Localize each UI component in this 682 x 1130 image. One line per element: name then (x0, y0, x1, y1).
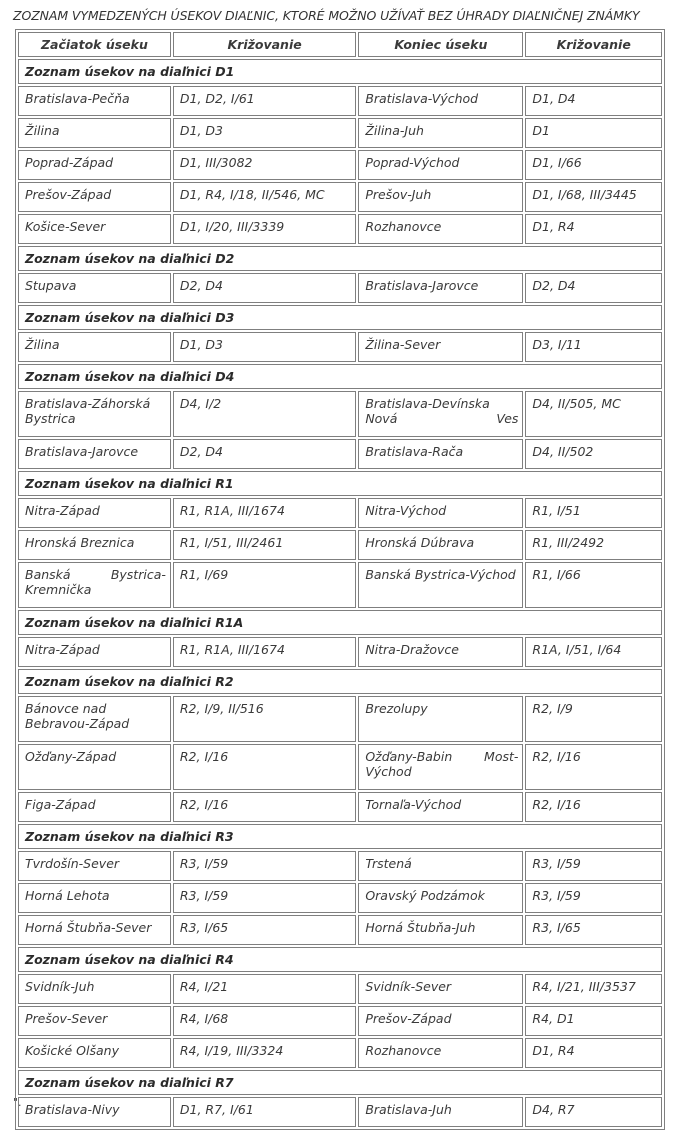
end-crossing-cell: D4, R7 (525, 1097, 662, 1127)
start-crossing-cell: R3, I/59 (173, 851, 356, 881)
table-row (18, 498, 662, 528)
table-row (18, 439, 662, 469)
end-section-cell: Banská Bystrica-Východ (358, 562, 523, 608)
start-section-cell: Košice-Sever (18, 214, 171, 244)
table-body (18, 59, 662, 1127)
end-section-cell: Brezolupy (358, 696, 523, 742)
start-section-cell: Nitra-Západ (18, 637, 171, 667)
end-section-cell: Bratislava-Východ (358, 86, 523, 116)
end-section-cell: Žilina-Juh (358, 118, 523, 148)
section-title: Zoznam úsekov na diaľnici R1 (18, 471, 662, 496)
table-row (18, 86, 662, 116)
table-row (18, 562, 662, 608)
end-crossing-cell: D1, D4 (525, 86, 662, 116)
section-header-row (18, 1070, 662, 1095)
end-section-cell: Žilina-Sever (358, 332, 523, 362)
end-crossing-cell: R2, I/16 (525, 744, 662, 790)
start-section-cell: Figa-Západ (18, 792, 171, 822)
end-crossing-cell: R4, D1 (525, 1006, 662, 1036)
table-row (18, 214, 662, 244)
table-row (18, 182, 662, 212)
start-crossing-cell: D1, R4, I/18, II/546, MC (173, 182, 356, 212)
end-section-cell: Prešov-Juh (358, 182, 523, 212)
start-section-cell: Stupava (18, 273, 171, 303)
start-section-cell: Horná Lehota (18, 883, 171, 913)
end-crossing-cell: D3, I/11 (525, 332, 662, 362)
start-crossing-cell: D1, I/20, III/3339 (173, 214, 356, 244)
end-section-cell: Rozhanovce (358, 214, 523, 244)
section-header-row (18, 610, 662, 635)
start-section-cell: Bratislava-Záhorská Bystrica (18, 391, 171, 437)
end-section-cell: Rozhanovce (358, 1038, 523, 1068)
end-crossing-cell: R2, I/16 (525, 792, 662, 822)
start-crossing-cell: R1, I/51, III/2461 (173, 530, 356, 560)
start-crossing-cell: D1, R7, I/61 (173, 1097, 356, 1127)
table-row (18, 883, 662, 913)
section-header-row (18, 246, 662, 271)
section-title: Zoznam úsekov na diaľnici R7 (18, 1070, 662, 1095)
table-row (18, 273, 662, 303)
start-section-cell: Košické Olšany (18, 1038, 171, 1068)
end-section-cell: Prešov-Západ (358, 1006, 523, 1036)
section-header-row (18, 824, 662, 849)
start-crossing-cell: D1, III/3082 (173, 150, 356, 180)
end-crossing-cell: D1, R4 (525, 1038, 662, 1068)
table-row (18, 637, 662, 667)
table-row (18, 1097, 662, 1127)
end-section-cell: Poprad-Východ (358, 150, 523, 180)
start-section-cell: Ožďany-Západ (18, 744, 171, 790)
section-header-row (18, 669, 662, 694)
start-crossing-cell: D1, D2, I/61 (173, 86, 356, 116)
end-crossing-cell: D2, D4 (525, 273, 662, 303)
table-row (18, 332, 662, 362)
start-section-cell: Prešov-Západ (18, 182, 171, 212)
end-section-cell: Nitra-Dražovce (358, 637, 523, 667)
section-header-row (18, 364, 662, 389)
section-title: Zoznam úsekov na diaľnici R2 (18, 669, 662, 694)
start-section-cell: Banská Bystrica-Kremnička (18, 562, 171, 608)
table-row (18, 1038, 662, 1068)
start-crossing-cell: R4, I/21 (173, 974, 356, 1004)
start-section-cell: Prešov-Sever (18, 1006, 171, 1036)
table-row (18, 915, 662, 945)
end-section-cell: Svidník-Sever (358, 974, 523, 1004)
end-section-cell: Bratislava-Juh (358, 1097, 523, 1127)
header-start-crossing: Križovanie (173, 32, 356, 57)
section-title: Zoznam úsekov na diaľnici D2 (18, 246, 662, 271)
start-crossing-cell: R2, I/16 (173, 744, 356, 790)
end-crossing-cell: D1 (525, 118, 662, 148)
end-section-cell: Hronská Dúbrava (358, 530, 523, 560)
end-crossing-cell: R3, I/59 (525, 851, 662, 881)
header-start-section: Začiatok úseku (18, 32, 171, 57)
end-section-cell: Bratislava-Rača (358, 439, 523, 469)
section-title: Zoznam úsekov na diaľnici D3 (18, 305, 662, 330)
start-crossing-cell: D1, D3 (173, 118, 356, 148)
section-header-row (18, 947, 662, 972)
end-crossing-cell: R4, I/21, III/3537 (525, 974, 662, 1004)
end-section-cell: Trstená (358, 851, 523, 881)
end-crossing-cell: R1, I/51 (525, 498, 662, 528)
start-section-cell: Horná Štubňa-Sever (18, 915, 171, 945)
header-end-crossing: Križovanie (525, 32, 662, 57)
end-crossing-cell: D1, R4 (525, 214, 662, 244)
start-crossing-cell: R1, I/69 (173, 562, 356, 608)
start-crossing-cell: D4, I/2 (173, 391, 356, 437)
start-crossing-cell: R3, I/65 (173, 915, 356, 945)
end-crossing-cell: R2, I/9 (525, 696, 662, 742)
table-row (18, 118, 662, 148)
start-section-cell: Svidník-Juh (18, 974, 171, 1004)
table-row (18, 974, 662, 1004)
start-section-cell: Hronská Breznica (18, 530, 171, 560)
start-section-cell: Bratislava-Pečňa (18, 86, 171, 116)
end-section-cell: Oravský Podzámok (358, 883, 523, 913)
table-header-row (18, 32, 662, 57)
start-crossing-cell: D1, D3 (173, 332, 356, 362)
end-section-cell: Tornaľa-Východ (358, 792, 523, 822)
table-row (18, 696, 662, 742)
end-section-cell: Nitra-Východ (358, 498, 523, 528)
section-title: Zoznam úsekov na diaľnici D1 (18, 59, 662, 84)
header-end-section: Koniec úseku (358, 32, 523, 57)
section-title: Zoznam úsekov na diaľnici R3 (18, 824, 662, 849)
start-crossing-cell: R1, R1A, III/1674 (173, 637, 356, 667)
end-section-cell: Ožďany-Babin Most-Východ (358, 744, 523, 790)
end-section-cell: Horná Štubňa-Juh (358, 915, 523, 945)
end-crossing-cell: D4, II/502 (525, 439, 662, 469)
start-crossing-cell: R1, R1A, III/1674 (173, 498, 356, 528)
table-row (18, 391, 662, 437)
section-title: Zoznam úsekov na diaľnici R1A (18, 610, 662, 635)
end-crossing-cell: R1A, I/51, I/64 (525, 637, 662, 667)
start-section-cell: Bratislava-Jarovce (18, 439, 171, 469)
end-section-cell: Bratislava-Jarovce (358, 273, 523, 303)
start-section-cell: Žilina (18, 118, 171, 148)
end-crossing-cell: R1, III/2492 (525, 530, 662, 560)
end-crossing-cell: R3, I/65 (525, 915, 662, 945)
section-header-row (18, 59, 662, 84)
table-row (18, 792, 662, 822)
section-header-row (18, 471, 662, 496)
section-header-row (18, 305, 662, 330)
start-section-cell: Poprad-Západ (18, 150, 171, 180)
table-row (18, 851, 662, 881)
end-crossing-cell: D4, II/505, MC (525, 391, 662, 437)
start-crossing-cell: R2, I/16 (173, 792, 356, 822)
start-section-cell: Žilina (18, 332, 171, 362)
start-crossing-cell: R4, I/68 (173, 1006, 356, 1036)
start-crossing-cell: D2, D4 (173, 273, 356, 303)
start-section-cell: Tvrdošín-Sever (18, 851, 171, 881)
start-section-cell: Bratislava-Nivy (18, 1097, 171, 1127)
end-crossing-cell: R1, I/66 (525, 562, 662, 608)
start-section-cell: Nitra-Západ (18, 498, 171, 528)
document-title: ZOZNAM VYMEDZENÝCH ÚSEKOV DIAĽNIC, KTORÉ MOŽNO UŽÍVAŤ BEZ ÚHRADY DIAĽNIČNEJ ZNÁMKY (13, 8, 640, 23)
footnote: ". (13, 1096, 22, 1109)
table-row (18, 150, 662, 180)
section-title: Zoznam úsekov na diaľnici R4 (18, 947, 662, 972)
start-crossing-cell: R2, I/9, II/516 (173, 696, 356, 742)
table-row (18, 1006, 662, 1036)
end-crossing-cell: D1, I/66 (525, 150, 662, 180)
start-section-cell: Bánovce nad Bebravou-Západ (18, 696, 171, 742)
section-title: Zoznam úsekov na diaľnici D4 (18, 364, 662, 389)
start-crossing-cell: D2, D4 (173, 439, 356, 469)
end-crossing-cell: R3, I/59 (525, 883, 662, 913)
start-crossing-cell: R3, I/59 (173, 883, 356, 913)
table-row (18, 744, 662, 790)
end-section-cell: Bratislava-Devínska Nová Ves (358, 391, 523, 437)
table-row (18, 530, 662, 560)
highway-sections-table (15, 29, 665, 1130)
end-crossing-cell: D1, I/68, III/3445 (525, 182, 662, 212)
start-crossing-cell: R4, I/19, III/3324 (173, 1038, 356, 1068)
